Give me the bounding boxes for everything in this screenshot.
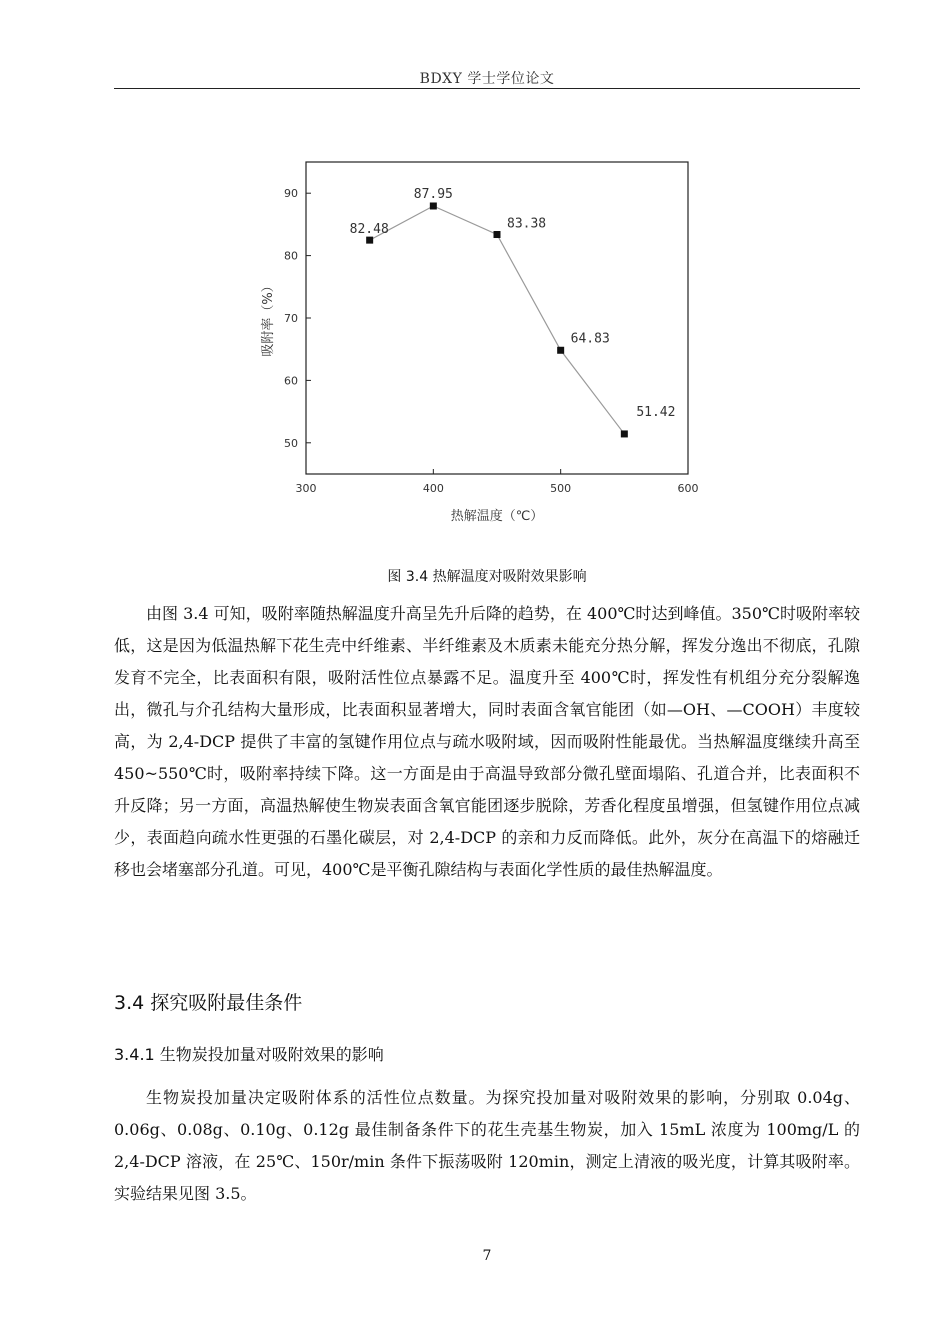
data-point-marker (621, 430, 628, 437)
y-axis-title: 吸附率（%） (261, 279, 276, 357)
body-paragraph: 生物炭投加量决定吸附体系的活性位点数量。为探究投加量对吸附效果的影响，分别取 0.04g、0.06g、0.08g、0.10g、0.12g 最佳制备条件下的花生壳基生物炭，加入 15mL 浓度为 100mg/L 的 2,4-DCP 溶液，在 25℃、150r/min 条件下振荡吸附 120min，测定上清液的吸光度，计算其吸附率。实验结果见图 3.5。 (114, 1088, 860, 1203)
body-paragraph-2-container (114, 1082, 860, 1210)
y-tick-label: 90 (284, 187, 298, 201)
figure-3-4-line-chart (250, 150, 710, 530)
y-tick-label: 70 (284, 312, 298, 325)
body-paragraph: 由图 3.4 可知，吸附率随热解温度升高呈先升后降的趋势，在 400℃时达到峰值。350℃时吸附率较低，这是因为低温热解下花生壳中纤维素、半纤维素及木质素未能充分热分解，挥发分逸出不彻底，孔隙发育不完全，比表面积有限，吸附活性位点暴露不足。温度升至 400℃时，挥发性有机组分充分裂解逸出，微孔与介孔结构大量形成，比表面积显著增大，同时表面含氧官能团（如—OH、—COOH）丰度较高，为 2,4-DCP 提供了丰富的氢键作用位点与疏水吸附域，因而吸附性能最优。当热解温度继续升高至 450~550℃时，吸附率持续下降。这一方面是由于高温导致部分微孔壁面塌陷、孔道合并，比表面积不升反降；另一方面，高温热解使生物炭表面含氧官能团逐步脱除，芳香化程度虽增强，但氢键作用位点减少，表面趋向疏水性更强的石墨化碳层，对 2,4-DCP 的亲和力反而降低。此外，灰分在高温下的熔融迁移也会堵塞部分孔道。可见，400℃是平衡孔隙结构与表面化学性质的最佳热解温度。 (114, 604, 860, 879)
section-heading: 3.4 探究吸附最佳条件 (114, 992, 303, 1014)
data-point-marker (366, 237, 373, 244)
y-tick-label: 50 (284, 436, 298, 450)
series-line (370, 206, 625, 434)
y-tick-label: 60 (284, 374, 298, 388)
plot-frame (306, 162, 688, 474)
data-label: 51.42 (636, 404, 676, 420)
data-label: 82.48 (349, 222, 389, 238)
data-point-marker (557, 347, 564, 354)
data-label: 64.83 (570, 331, 610, 347)
page-number: 7 (482, 1248, 492, 1264)
data-point-marker (430, 202, 437, 209)
x-tick-label: 300 (295, 482, 317, 495)
x-tick-label: 600 (677, 482, 699, 495)
body-paragraph-1-container (114, 598, 860, 886)
x-tick-label: 400 (422, 482, 444, 495)
x-tick-label: 500 (550, 482, 572, 495)
x-axis-title: 热解温度（℃） (450, 509, 544, 524)
figure-caption: 图 3.4 热解温度对吸附效果影响 (387, 569, 587, 585)
header-rule (114, 88, 860, 89)
subsection-heading: 3.4.1 生物炭投加量对吸附效果的影响 (114, 1045, 384, 1064)
data-point-marker (494, 231, 501, 238)
running-header: BDXY 学士学位论文 (419, 71, 555, 87)
y-tick-label: 80 (284, 249, 298, 263)
data-label: 87.95 (413, 186, 453, 202)
data-label: 83.38 (507, 216, 547, 232)
